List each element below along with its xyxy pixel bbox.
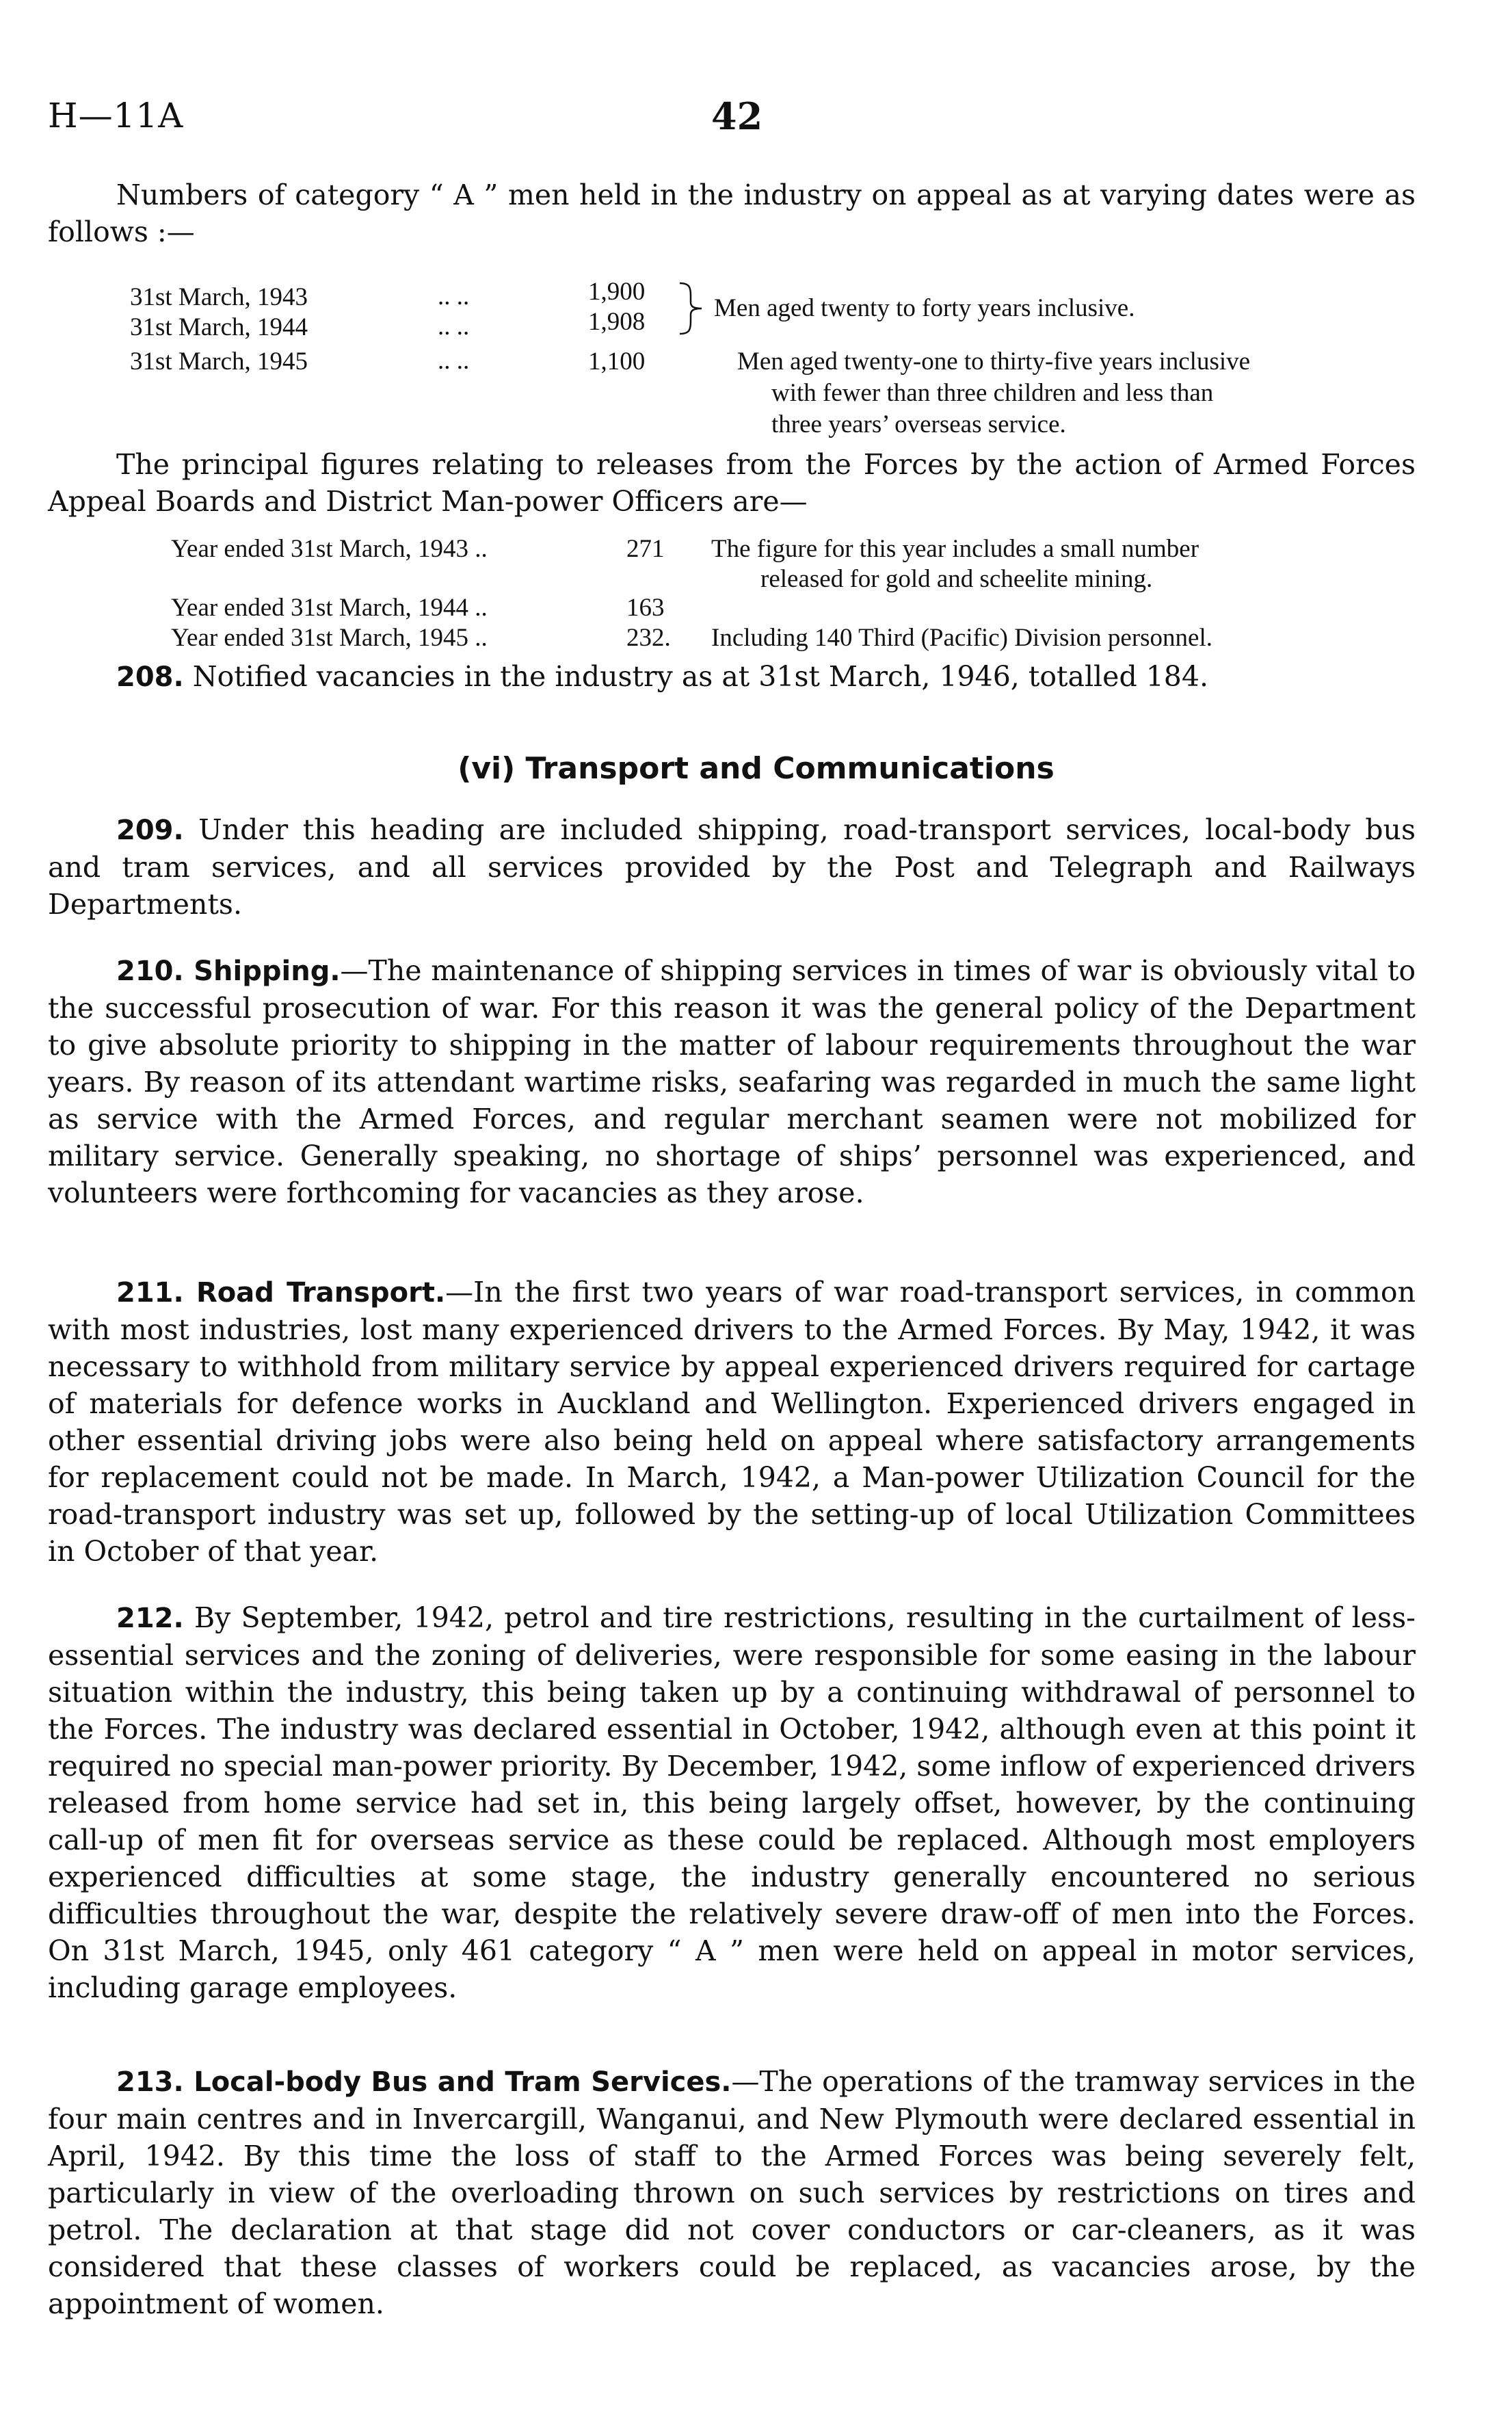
paragraph-209 bbox=[48, 811, 1416, 923]
appeal-value-1943: 1,900 bbox=[588, 278, 646, 306]
release-label-1945: Year ended 31st March, 1945 .. bbox=[171, 624, 488, 652]
paragraph-210 bbox=[48, 952, 1416, 1211]
appeal-value-1944: 1,908 bbox=[588, 308, 646, 336]
paragraph-heading: Road Transport. bbox=[183, 1277, 446, 1309]
page-number: 42 bbox=[711, 94, 763, 138]
paragraph-heading: Local-body Bus and Tram Services. bbox=[183, 2066, 732, 2098]
document-code: H—11A bbox=[48, 96, 184, 135]
appeal-dots-1943: .. .. bbox=[438, 282, 470, 311]
appeal-dots-1945: .. .. bbox=[438, 347, 470, 375]
intro-paragraph: Numbers of category “ A ” men held in the industry on appeal as at varying dates were as follows :— bbox=[48, 179, 1416, 248]
appeal-note-1945-line2: with fewer than three children and less than bbox=[771, 379, 1214, 407]
paragraph-text: Notified vacancies in the industry as at 31st March, 1946, totalled 184. bbox=[183, 660, 1209, 693]
paragraph-212 bbox=[48, 1599, 1416, 2006]
appeal-date-1945: 31st March, 1945 bbox=[130, 347, 308, 376]
release-value-1944: 163 bbox=[626, 594, 665, 622]
paragraph-213 bbox=[48, 2063, 1416, 2322]
paragraph-number: 208. bbox=[116, 661, 184, 693]
release-note-1943-line2: released for gold and scheelite mining. bbox=[760, 565, 1153, 593]
paragraph-text: Under this heading are included shipping, road-transport services, local-body bus and tram services, and all services provided by the Post and Telegraph and Railways Departments. bbox=[48, 813, 1416, 921]
releases-intro-paragraph: The principal figures relating to releases from the Forces by the action of Armed Forces Appeal Boards and District Man-power Officers are— bbox=[48, 448, 1416, 518]
paragraph-text: —The maintenance of shipping services in times of war is obviously vital to the successful prosecution of war. For this reason it was the general policy of the Department to give absolute priority to shipping in the matter of labour requirements throughout the war years. By reason of its attendant wartime risks, seafaring was regarded in much the same light as service with the Armed Forces, and regular merchant seamen were not mobilized for military service. Generally speaking, no shortage of ships’ personnel was experienced, and volunteers were forthcoming for vacancies as they arose. bbox=[48, 954, 1416, 1209]
appeal-date-1944: 31st March, 1944 bbox=[130, 313, 308, 341]
paragraph-number: 209. bbox=[116, 815, 184, 846]
appeal-dots-1944: .. .. bbox=[438, 313, 470, 341]
appeal-date-1943: 31st March, 1943 bbox=[130, 283, 308, 311]
release-note-1943-line1: The figure for this year includes a small number bbox=[711, 535, 1199, 563]
appeal-note-1945-line3: three years’ overseas service. bbox=[771, 410, 1066, 438]
paragraph-text: —In the first two years of war road-transport services, in common with most industries, lost many experienced drivers to the Armed Forces. By May, 1942, it was necessary to withhold from military service by appeal experienced drivers required for cartage of materials for defence works in Auckland and Wellington. Experienced drivers engaged in other essential driving jobs were also being held on appeal where satisfactory arrangements for replacement could not be made. In March, 1942, a Man-power Utilization Council for the road-transport industry was set up, followed by the setting-up of local Utilization Committees in October of that year. bbox=[48, 1276, 1416, 1568]
release-value-1943: 271 bbox=[626, 535, 665, 563]
appeal-note-1945-line1: Men aged twenty-one to thirty-five years inclusive bbox=[737, 347, 1251, 376]
release-value-1945: 232. bbox=[626, 624, 671, 652]
paragraph-number: 212. bbox=[116, 1603, 184, 1634]
paragraph-number: 211. bbox=[116, 1277, 184, 1309]
release-note-1945: Including 140 Third (Pacific) Division personnel. bbox=[711, 624, 1213, 652]
paragraph-number: 213. bbox=[116, 2066, 184, 2098]
paragraph-208 bbox=[48, 658, 1416, 696]
paragraph-211 bbox=[48, 1274, 1416, 1570]
appeal-brace-note: Men aged twenty to forty years inclusive. bbox=[714, 294, 1135, 322]
paragraph-heading: Shipping. bbox=[183, 956, 341, 987]
appeal-value-1945: 1,100 bbox=[588, 347, 646, 376]
paragraph-number: 210. bbox=[116, 956, 184, 987]
release-label-1944: Year ended 31st March, 1944 .. bbox=[171, 594, 488, 622]
release-label-1943: Year ended 31st March, 1943 .. bbox=[171, 535, 488, 563]
paragraph-text: —The operations of the tramway services in the four main centres and in Invercargill, Wanganui, and New Plymouth were declared essential in April, 1942. By this time the loss of staff to the Armed Forces was being severely felt, particularly in view of the overloading thrown on such services by restrictions on tires and petrol. The declaration at that stage did not cover conductors or car-cleaners, as it was considered that these classes of workers could be replaced, as vacancies arose, by the appointment of women. bbox=[48, 2065, 1416, 2320]
section-title: (vi) Transport and Communications bbox=[457, 751, 1055, 786]
paragraph-text: By September, 1942, petrol and tire restrictions, resulting in the curtailment of less-essential services and the zoning of deliveries, were responsible for some easing in the labour situation within the industry, this being taken up by a continuing withdrawal of personnel to the Forces. The industry was declared essential in October, 1942, although even at this point it required no special man-power priority. By December, 1942, some inflow of experienced drivers released from home service had set in, this being largely offset, however, by the continuing call-up of men fit for overseas service as these could be replaced. Although most employers experienced difficulties at some stage, the industry generally encountered no serious difficulties throughout the war, despite the relatively severe draw-off of men into the Forces. On 31st March, 1945, only 461 category “ A ” men were held on appeal in motor services, including garage employees. bbox=[48, 1601, 1416, 2004]
brace-icon bbox=[677, 280, 706, 337]
